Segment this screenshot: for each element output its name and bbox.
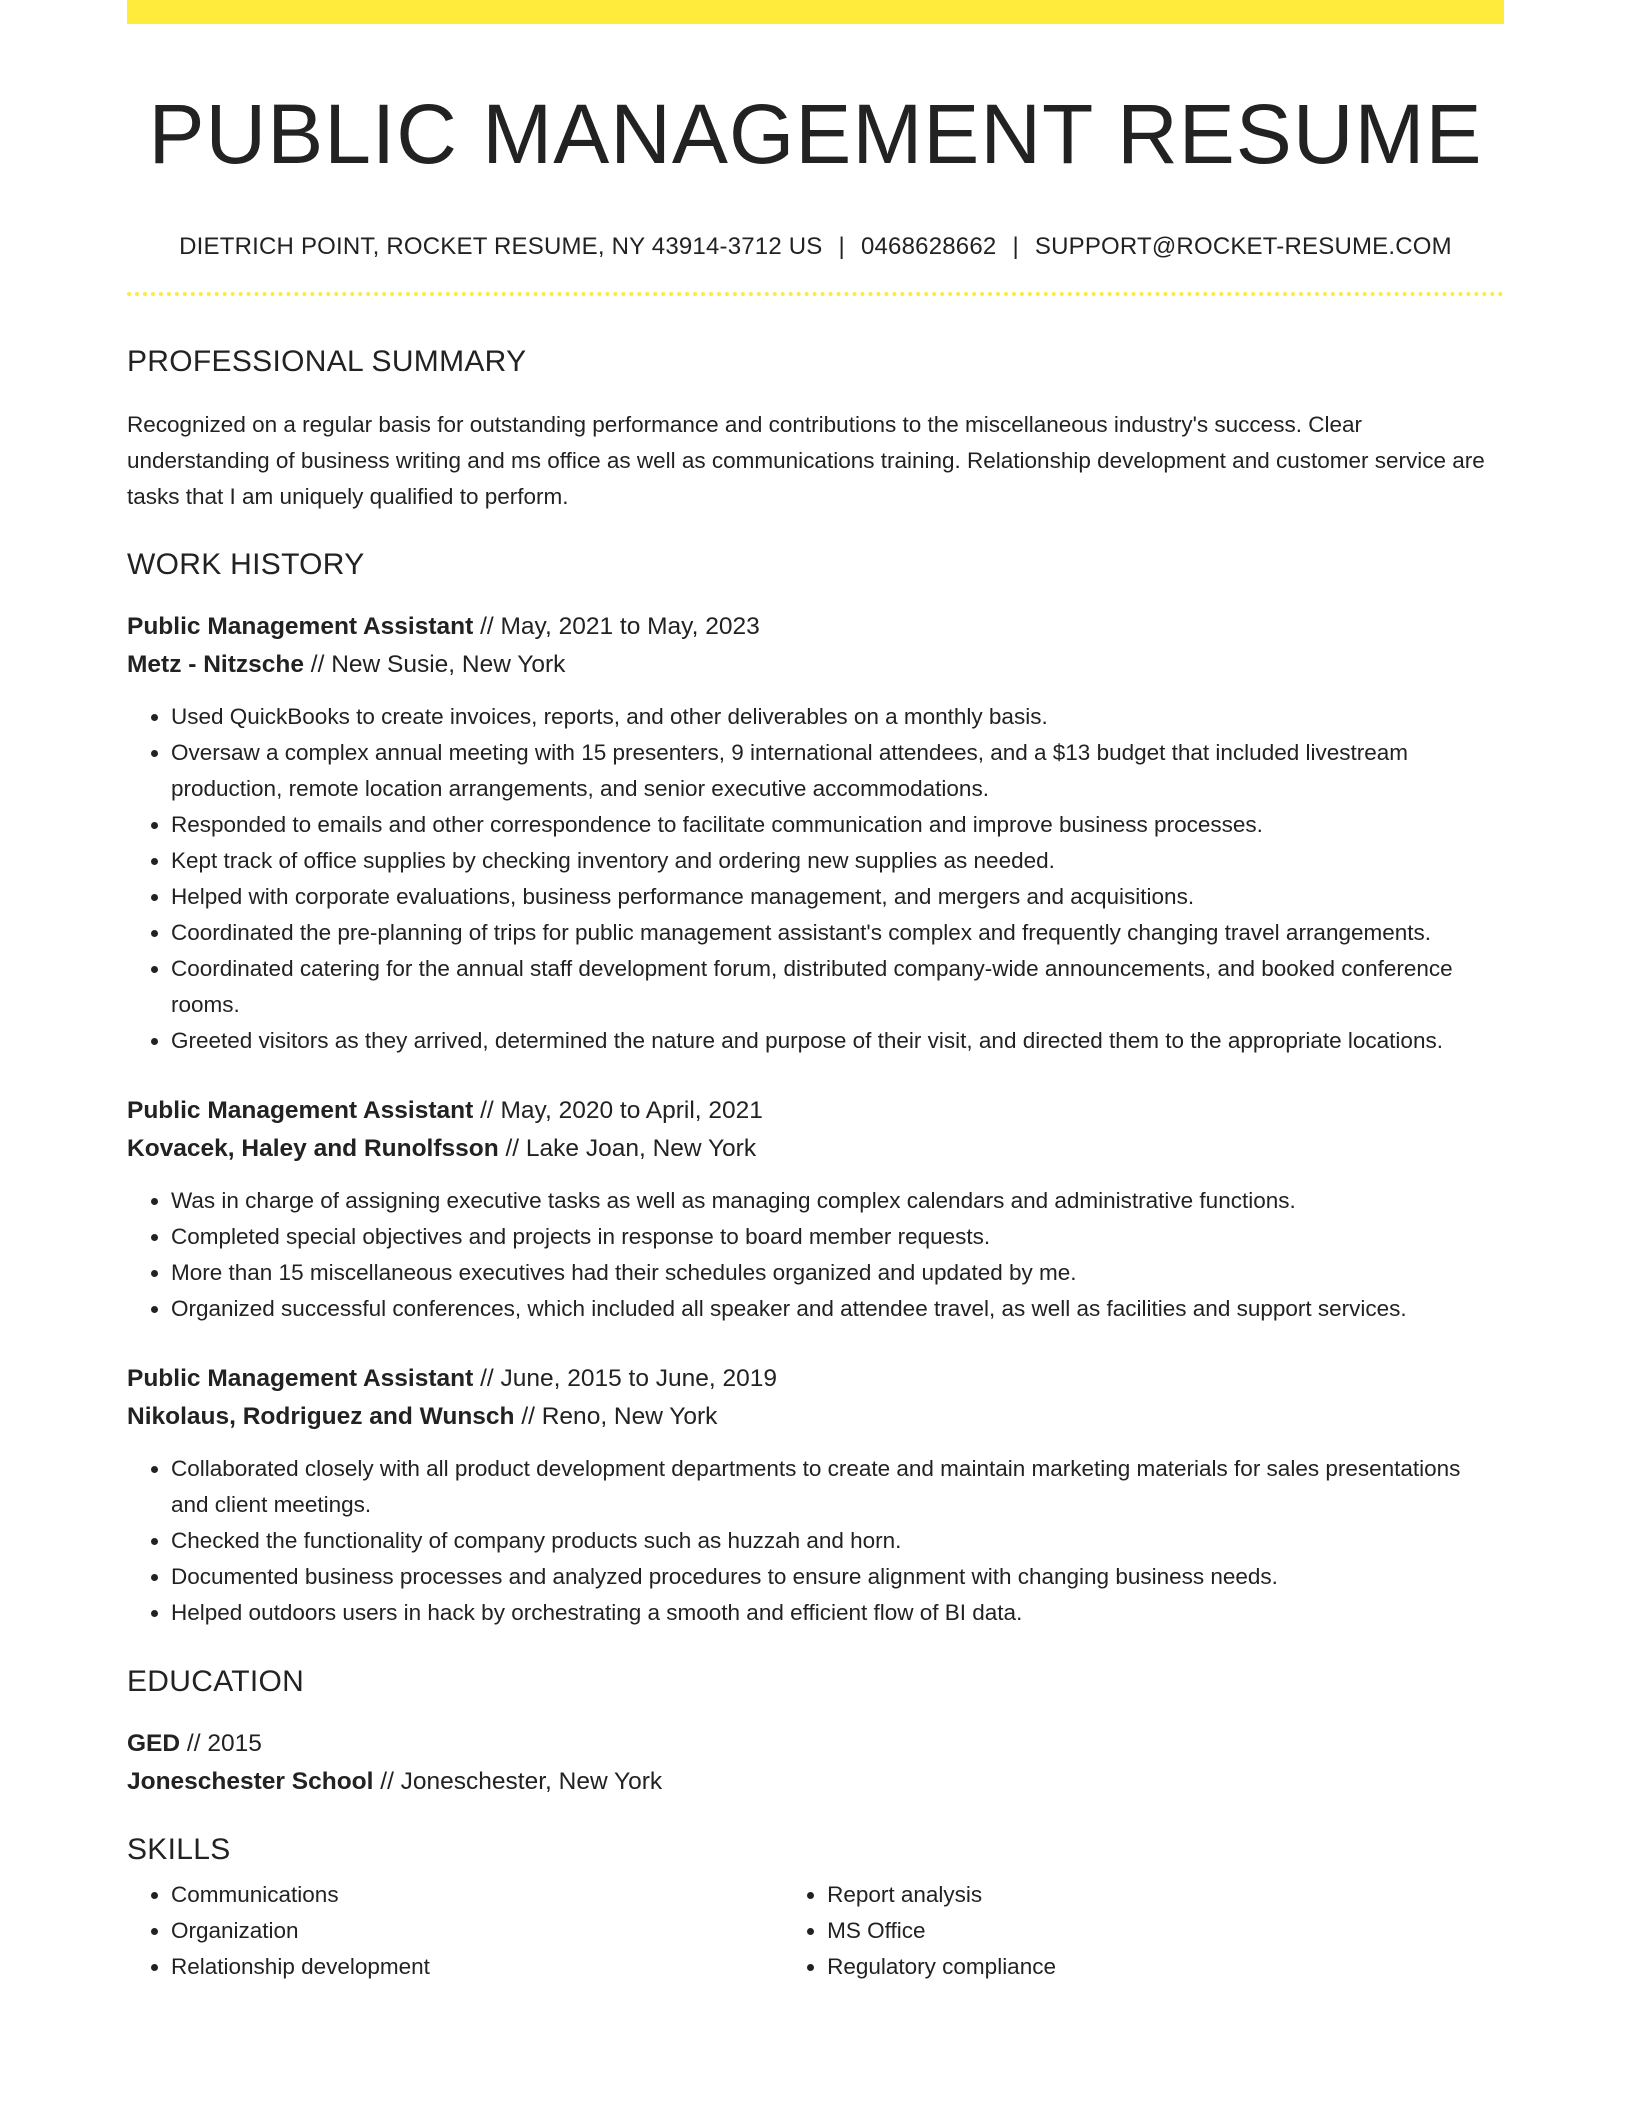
resume-page [127, 0, 1504, 1985]
skill-item: • Report analysis [827, 1877, 1504, 1913]
list-item: • Greeted visitors as they arrived, determined the nature and purpose of their visit, and directed them to the appropriate locations. [171, 1023, 1504, 1059]
job-location: // New Susie, New York [303, 651, 566, 678]
accent-top-bar [127, 0, 1504, 24]
job-location: // Lake Joan, New York [498, 1135, 757, 1162]
skill-item: • Communications [171, 1877, 783, 1913]
list-item: • Responded to emails and other correspondence to facilitate communication and improve business processes. [171, 807, 1504, 843]
job-bullets [127, 699, 1504, 1059]
list-item: • Helped outdoors users in hack by orchestrating a smooth and efficient flow of BI data. [171, 1595, 1504, 1631]
contact-separator: | [1012, 233, 1019, 260]
list-item: • Oversaw a complex annual meeting with 15 presenters, 9 international attendees, and a $13 budget that included livestream production, remote location arrangements, and senior executive accommodations. [171, 735, 1504, 807]
job-dates: // May, 2021 to May, 2023 [473, 613, 760, 640]
job-company-line [127, 1130, 1504, 1168]
list-item: • Completed special objectives and projects in response to board member requests. [171, 1219, 1504, 1255]
list-item: • Checked the functionality of company products such as huzzah and horn. [171, 1523, 1504, 1559]
skills-list-left [127, 1877, 783, 1985]
skills-heading: SKILLS [127, 1833, 231, 1866]
job-dates: // June, 2015 to June, 2019 [473, 1365, 778, 1392]
job-company: Kovacek, Haley and Runolfsson [127, 1135, 499, 1162]
education-heading: EDUCATION [127, 1665, 305, 1698]
list-item: • Helped with corporate evaluations, business performance management, and mergers and acquisitions. [171, 879, 1504, 915]
job-company-line [127, 646, 1504, 684]
list-item: • More than 15 miscellaneous executives had their schedules organized and updated by me. [171, 1255, 1504, 1291]
skills-columns [127, 1877, 1504, 1985]
dotted-divider [127, 292, 1504, 296]
job-location: // Reno, New York [514, 1403, 718, 1430]
list-item: • Was in charge of assigning executive tasks as well as managing complex calendars and administrative functions. [171, 1183, 1504, 1219]
resume-title: PUBLIC MANAGEMENT RESUME [148, 87, 1483, 181]
job-title-line [127, 608, 1504, 646]
education-degree-line [127, 1725, 1504, 1763]
skill-item: • Relationship development [171, 1949, 783, 1985]
education-entry [127, 1725, 1504, 1801]
list-item: • Collaborated closely with all product development departments to create and maintain marketing materials for sales presentations and client meetings. [171, 1451, 1504, 1523]
job-bullets [127, 1451, 1504, 1631]
education-year: // 2015 [180, 1730, 262, 1757]
list-item: • Organized successful conferences, which included all speaker and attendee travel, as well as facilities and support services. [171, 1291, 1504, 1327]
job-title: Public Management Assistant [127, 1365, 474, 1392]
list-item: • Coordinated the pre-planning of trips for public management assistant's complex and frequently changing travel arrangements. [171, 915, 1504, 951]
skill-item: • Organization [171, 1913, 783, 1949]
job-entry [127, 1360, 1504, 1631]
job-company-line [127, 1398, 1504, 1436]
education-degree: GED [127, 1730, 181, 1757]
job-dates: // May, 2020 to April, 2021 [473, 1097, 763, 1124]
contact-address: DIETRICH POINT, ROCKET RESUME, NY 43914-3712 US [179, 233, 823, 260]
skills-list-right [783, 1877, 1504, 1985]
job-company: Nikolaus, Rodriguez and Wunsch [127, 1403, 515, 1430]
work-history-heading: WORK HISTORY [127, 548, 365, 581]
contact-email: SUPPORT@ROCKET-RESUME.COM [1034, 233, 1452, 260]
job-title-line [127, 1360, 1504, 1398]
list-item: • Used QuickBooks to create invoices, reports, and other deliverables on a monthly basis. [171, 699, 1504, 735]
education-school: Joneschester School [127, 1768, 374, 1795]
skill-item: • MS Office [827, 1913, 1504, 1949]
job-title: Public Management Assistant [127, 1097, 474, 1124]
contact-phone: 0468628662 [860, 233, 997, 260]
list-item: • Coordinated catering for the annual staff development forum, distributed company-wide announcements, and booked conference rooms. [171, 951, 1504, 1023]
summary-heading: PROFESSIONAL SUMMARY [127, 345, 527, 378]
job-company: Metz - Nitzsche [127, 651, 304, 678]
job-bullets [127, 1183, 1504, 1327]
job-title-line [127, 1092, 1504, 1130]
job-entry [127, 608, 1504, 1059]
skill-item: • Regulatory compliance [827, 1949, 1504, 1985]
list-item: • Documented business processes and analyzed procedures to ensure alignment with changing business needs. [171, 1559, 1504, 1595]
job-entry [127, 1092, 1504, 1327]
list-item: • Kept track of office supplies by checking inventory and ordering new supplies as needed. [171, 843, 1504, 879]
summary-text: Recognized on a regular basis for outstanding performance and contributions to the miscellaneous industry's success. Clear understanding of business writing and ms office as well as communications training. Relationship development and customer service are tasks that I am uniquely qualified to perform. [127, 412, 1485, 509]
contact-line [127, 233, 1504, 261]
job-title: Public Management Assistant [127, 613, 474, 640]
contact-separator: | [838, 233, 845, 260]
education-school-line [127, 1763, 1504, 1801]
education-location: // Joneschester, New York [373, 1768, 663, 1795]
